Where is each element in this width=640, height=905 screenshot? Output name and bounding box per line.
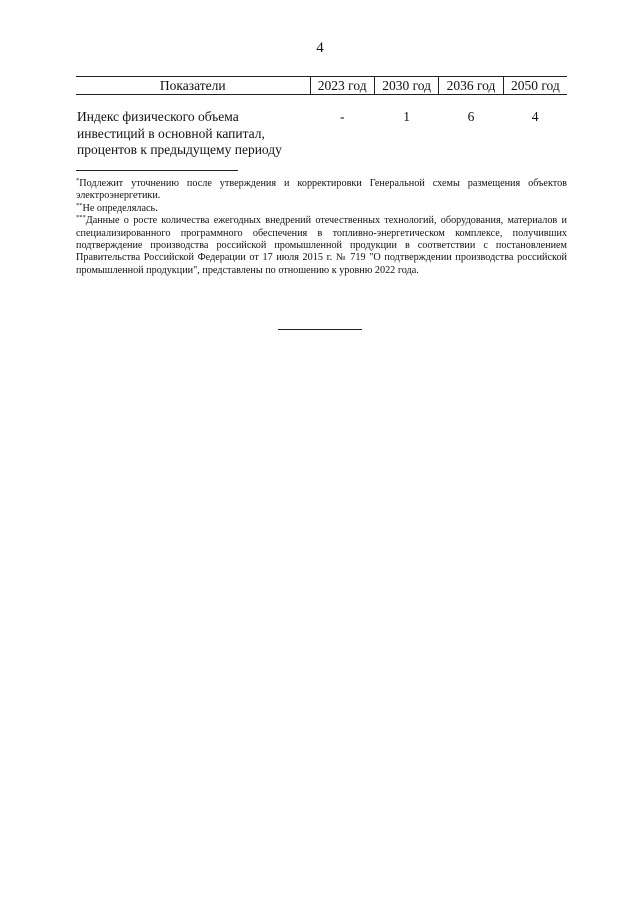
footnote-3	[76, 215, 567, 277]
footnote-text: Не определялась.	[82, 202, 158, 214]
footnote-separator	[76, 170, 238, 171]
value-2030: 1	[403, 109, 410, 124]
value-2036: 6	[467, 109, 475, 124]
header-2023: 2023 год	[310, 77, 374, 95]
indicators-table	[76, 76, 567, 160]
header-2050: 2050 год	[503, 77, 567, 95]
footnote-text: Подлежит уточнению после утверждения и корректировки Генеральной схемы размещения объектов электроэнергетики.	[76, 178, 567, 202]
footnotes	[76, 178, 567, 277]
header-2036: 2036 год	[439, 77, 503, 95]
footnote-2	[76, 203, 567, 215]
footnote-mark: ***	[76, 214, 86, 222]
header-2030: 2030 год	[374, 77, 438, 95]
footnote-mark: *	[76, 177, 80, 184]
value-2023: -	[339, 109, 345, 124]
value-2050: 4	[531, 109, 539, 124]
footnote-text: Данные о росте количества ежегодных внедрений отечественных технологий, оборудования, материалов и специализированного программного обеспечения в топливно-энергетическом комплексе, получивших подтверждение производства российской промышленной продукции в соответствии с постановлением Правительства Российской Федерации от 17 июля 2015 г. № 719 "О подтверждении производства российской промышленной продукции", представлены по отношению к уровню 2022 года.	[76, 215, 567, 276]
end-of-document-rule	[278, 329, 362, 330]
footnote-mark: **	[76, 201, 83, 209]
table-row	[76, 95, 567, 160]
header-indicators: Показатели	[76, 77, 310, 95]
table-header-row	[76, 77, 567, 95]
indicator-name: Индекс физического объема инвестиций в основной капитал, процентов к предыдущему периоду	[77, 109, 282, 157]
page-number: 4	[316, 40, 324, 56]
footnote-1	[76, 178, 567, 203]
